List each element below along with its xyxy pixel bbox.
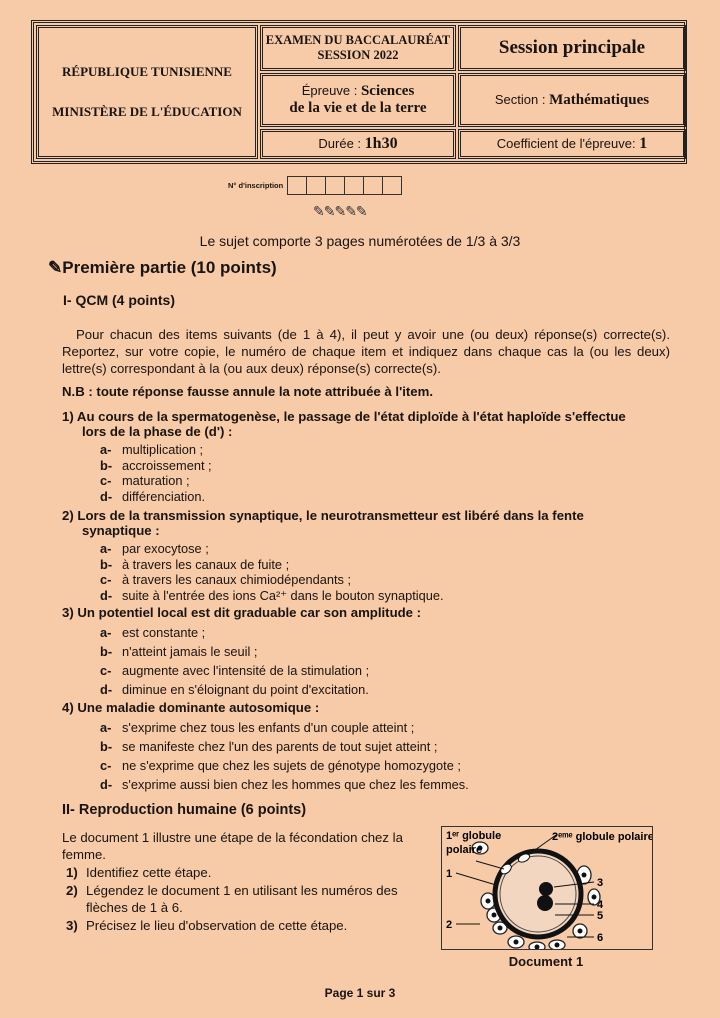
label-first-polar-body-2: polaire <box>446 844 483 856</box>
epreuve-value: Sciences <box>360 83 415 99</box>
epreuve-value-2: de la vie et de la terre <box>289 100 427 116</box>
option-text: ne s'exprime que chez les sujets de génotype homozygote ; <box>122 758 461 773</box>
option-letter: c- <box>100 473 112 488</box>
duree-value: 1h30 <box>364 135 398 152</box>
section-value: Mathématiques <box>549 91 650 108</box>
qcm-option <box>100 644 257 659</box>
arrow-number-2: 2 <box>446 919 453 931</box>
option-text: multiplication ; <box>122 442 204 457</box>
option-letter: b- <box>100 739 113 754</box>
item-number: 2) <box>62 508 74 523</box>
option-text: différenciation. <box>122 488 205 504</box>
option-text: suite à l'entrée des ions Ca²⁺ dans le bouton synaptique. <box>122 587 444 603</box>
option-text: diminue en s'éloignant du point d'excitation. <box>122 682 369 697</box>
qcm-option <box>100 720 414 735</box>
option-text: s'exprime chez tous les enfants d'un couple atteint ; <box>122 720 415 735</box>
inscription-boxes[interactable] <box>287 176 402 195</box>
part2-question <box>66 865 211 881</box>
item-number: 4) <box>62 700 74 715</box>
option-letter: b- <box>100 644 113 659</box>
option-text: est constante ; <box>122 625 206 640</box>
page-footer: Page 1 sur 3 <box>324 986 396 1000</box>
qcm-item <box>62 700 672 715</box>
option-letter: a- <box>100 720 112 735</box>
qcm-intro: Pour chacun des items suivants (de 1 à 4), il peut y avoir une (ou deux) réponse(s) correcte(s). Reportez, sur votre copie, le numéro de chaque item et indiquez dans chaque cas la (ou les deux) lettre(s) correspondant à la (ou aux deux) réponse(s) correcte(s). <box>62 327 670 376</box>
item-question-cont: lors de la phase de (d') : <box>82 424 233 439</box>
item-question: Un potentiel local est dit graduable car son amplitude : <box>77 605 422 620</box>
item-question-cont: synaptique : <box>82 523 160 538</box>
inscription-label: N° d'inscription <box>228 181 284 190</box>
option-text: par exocytose ; <box>122 541 209 556</box>
question-number: 3) <box>66 917 78 933</box>
question-text: Légendez le document 1 en utilisant les numéros des <box>86 882 398 898</box>
qcm-option <box>100 625 205 640</box>
fertilization-diagram <box>442 827 652 949</box>
qcm-option <box>100 473 190 488</box>
section-cell <box>458 73 686 127</box>
qcm-option <box>100 758 461 773</box>
qcm-option <box>100 572 351 587</box>
part2-question <box>66 900 183 916</box>
qcm-option <box>100 588 444 604</box>
part2-question <box>66 883 398 899</box>
qcm-option <box>100 777 469 792</box>
option-letter: a- <box>100 541 112 556</box>
nb-note: N.B : toute réponse fausse annule la note attribuée à l'item. <box>62 384 433 399</box>
part2-title: II- Reproduction humaine (6 points) <box>62 802 307 818</box>
question-number: 2) <box>66 882 78 898</box>
arrow-number-3: 3 <box>597 877 604 889</box>
item-number: 1) <box>62 409 74 424</box>
qcm-option <box>100 682 369 697</box>
qcm-item <box>62 409 672 439</box>
option-letter: b- <box>100 556 113 572</box>
option-text: à travers les canaux chimiodépendants ; <box>122 572 352 587</box>
option-text: se manifeste chez l'un des parents de tout sujet atteint ; <box>122 739 438 754</box>
option-letter: d- <box>100 587 113 603</box>
option-text: s'exprime aussi bien chez les hommes que chez les femmes. <box>122 777 469 792</box>
option-letter: d- <box>100 488 113 504</box>
exam-cell <box>260 25 456 71</box>
qcm-option <box>100 541 209 556</box>
option-letter: b- <box>100 457 113 473</box>
republic: RÉPUBLIQUE TUNISIENNE <box>62 64 232 79</box>
pencil-icon: ✎✎✎✎✎ <box>313 203 367 219</box>
option-letter: d- <box>100 682 113 697</box>
arrow-number-5: 5 <box>597 910 604 922</box>
inscription-field <box>228 176 402 195</box>
arrow-number-1: 1 <box>446 868 453 880</box>
qcm-title: I- QCM (4 points) <box>63 292 175 308</box>
label-second-polar-body: 2ᵉᵐᵉ globule polaire <box>552 831 652 843</box>
item-question: Lors de la transmission synaptique, le neurotransmetteur est libéré dans la fente <box>77 508 584 523</box>
option-letter: a- <box>100 442 112 457</box>
qcm-option <box>100 739 437 754</box>
ministry: MINISTÈRE DE L'ÉDUCATION <box>52 104 242 119</box>
option-text: accroissement ; <box>122 457 212 473</box>
item-question: Au cours de la spermatogenèse, le passage de l'état diploïde à l'état haploïde s'effectue <box>76 409 626 424</box>
part1-title: ✎Première partie (10 points) <box>48 258 277 277</box>
qcm-item <box>62 605 672 620</box>
section-label: Section : <box>494 91 546 107</box>
option-letter: a- <box>100 625 112 640</box>
item-number: 3) <box>62 605 74 620</box>
qcm-option <box>100 442 203 457</box>
pages-note: Le sujet comporte 3 pages numérotées de 1/3 à 3/3 <box>199 233 521 249</box>
qcm-item <box>62 508 672 538</box>
arrow-number-6: 6 <box>597 932 604 944</box>
question-number: 1) <box>66 865 78 880</box>
option-text: augmente avec l'intensité de la stimulation ; <box>122 663 370 678</box>
option-letter: d- <box>100 777 113 792</box>
epreuve-label: Épreuve : <box>301 83 358 98</box>
duree-cell <box>260 129 456 159</box>
document-1-figure <box>441 826 653 950</box>
qcm-option <box>100 489 205 504</box>
figure-caption: Document 1 <box>508 954 584 969</box>
session-cell <box>458 25 686 71</box>
option-letter: c- <box>100 572 112 587</box>
header-table <box>31 20 687 164</box>
part2-intro: Le document 1 illustre une étape de la fécondation chez la femme. <box>62 830 403 862</box>
exam-title: EXAMEN DU BACCALAURÉAT <box>265 33 451 47</box>
duree-label: Durée : <box>318 136 362 151</box>
item-question: Une maladie dominante autosomique : <box>77 700 320 715</box>
coef-value: 1 <box>639 135 648 152</box>
qcm-option <box>100 663 369 678</box>
option-text: n'atteint jamais le seuil ; <box>122 644 258 659</box>
coef-label: Coefficient de l'épreuve: <box>496 136 636 151</box>
option-letter: c- <box>100 663 112 678</box>
option-text: à travers les canaux de fuite ; <box>122 556 290 572</box>
question-text: Identifiez cette étape. <box>86 865 212 880</box>
coef-cell <box>458 129 686 159</box>
question-text: Précisez le lieu d'observation de cette étape. <box>86 917 348 933</box>
arrow-number-4: 4 <box>597 899 604 911</box>
qcm-option <box>100 557 289 572</box>
session-year: SESSION 2022 <box>317 48 399 62</box>
part2-question <box>66 918 347 934</box>
option-letter: c- <box>100 758 112 773</box>
option-text: maturation ; <box>122 473 190 488</box>
label-first-polar-body: 1ᵉʳ globule <box>446 830 502 842</box>
qcm-option <box>100 458 212 473</box>
session: Session principale <box>498 37 646 58</box>
question-text: flèches de 1 à 6. <box>86 900 183 915</box>
header-ministry-cell <box>36 25 258 159</box>
epreuve-cell <box>260 73 456 127</box>
